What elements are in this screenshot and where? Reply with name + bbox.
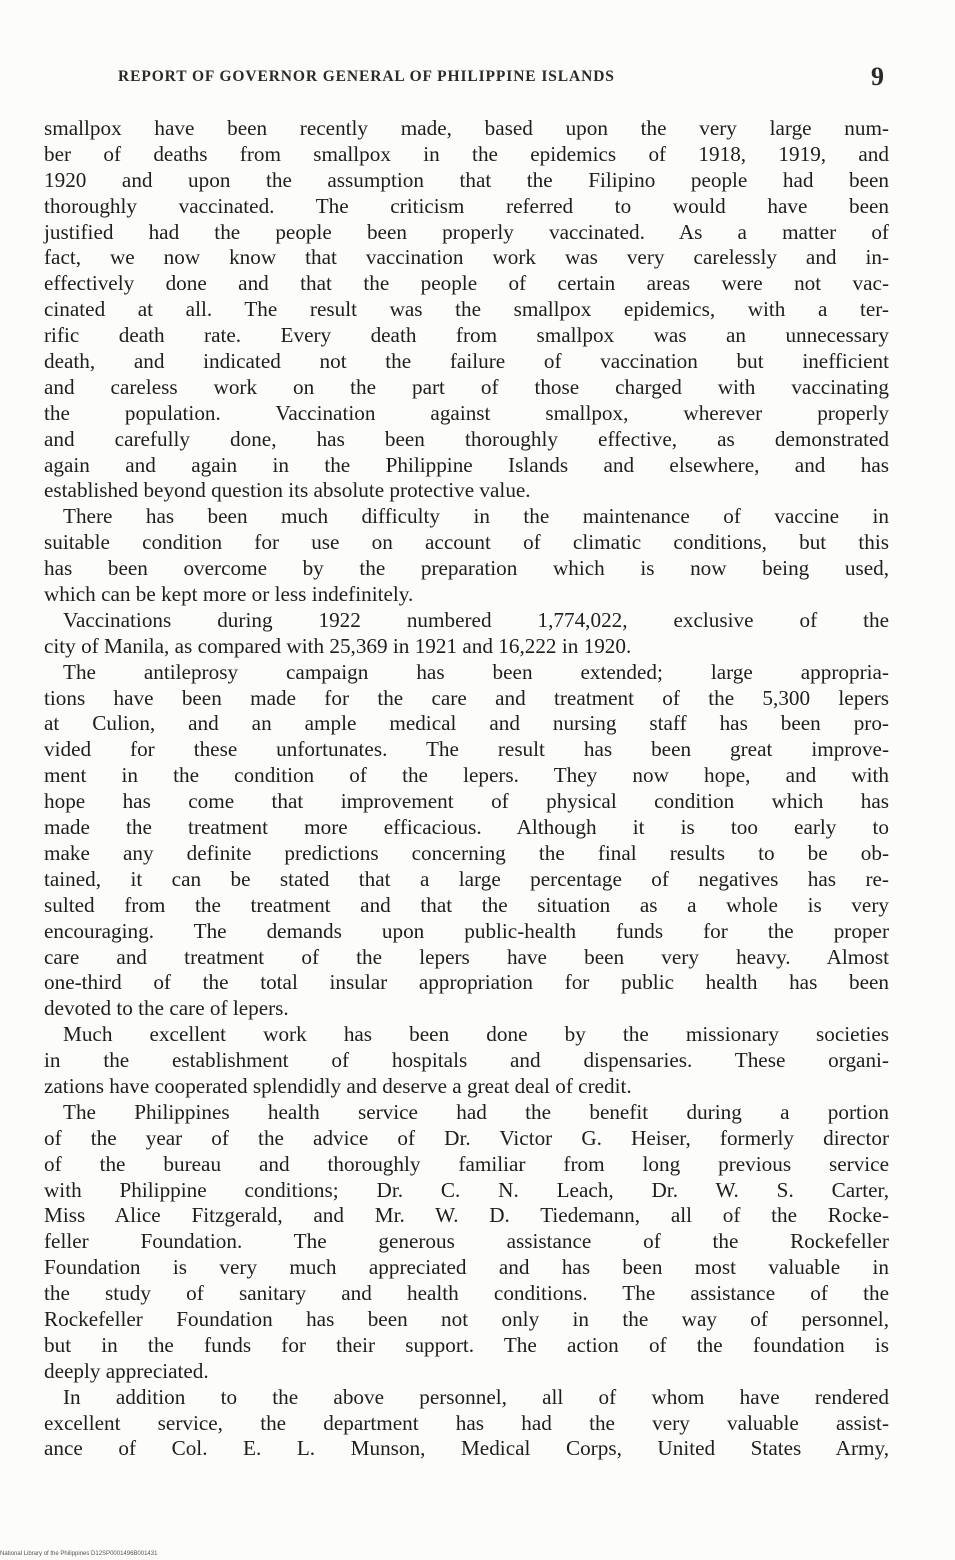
- text-line: ment in the condition of the lepers. They now hope, and with: [44, 763, 889, 788]
- text-line: 1920 and upon the assumption that the Filipino people had been: [44, 167, 889, 192]
- text-line: make any definite predictions concerning the final results to be ob-: [44, 840, 889, 865]
- text-line: Rockefeller Foundation has been not only in the way of personnel,: [44, 1306, 889, 1331]
- text-line: feller Foundation. The generous assistance of the Rockefeller: [44, 1229, 889, 1254]
- text-line: devoted to the care of lepers.: [44, 996, 289, 1021]
- text-line: death, and indicated not the failure of vaccination but inefficient: [44, 349, 889, 374]
- text-line: hope has come that improvement of physical condition which has: [44, 789, 889, 814]
- text-line: with Philippine conditions; Dr. C. N. Leach, Dr. W. S. Carter,: [44, 1177, 889, 1202]
- text-line: cinated at all. The result was the smallpox epidemics, with a ter-: [44, 297, 889, 322]
- text-line: justified had the people been properly vaccinated. As a matter of: [44, 219, 889, 244]
- text-line: which can be kept more or less indefinitely.: [44, 582, 414, 607]
- text-line: the study of sanitary and health conditions. The assistance of the: [44, 1281, 889, 1306]
- text-line: zations have cooperated splendidly and deserve a great deal of credit.: [44, 1073, 632, 1098]
- text-line: vided for these unfortunates. The result has been great improve-: [44, 737, 889, 762]
- text-line: made the treatment more efficacious. Although it is too early to: [44, 815, 889, 840]
- text-line: but in the funds for their support. The action of the foundation is: [44, 1332, 889, 1357]
- text-line: and carefully done, has been thoroughly effective, as demonstrated: [44, 426, 889, 451]
- running-title: REPORT OF GOVERNOR GENERAL OF PHILIPPINE ISLANDS: [118, 68, 615, 85]
- text-line: suitable condition for use on account of climatic conditions, but this: [44, 530, 889, 555]
- text-line: and careless work on the part of those charged with vaccinating: [44, 374, 889, 399]
- text-line: of the bureau and thoroughly familiar from long previous service: [44, 1151, 889, 1176]
- text-line: Miss Alice Fitzgerald, and Mr. W. D. Tiedemann, all of the Rocke-: [44, 1203, 889, 1228]
- body-text: [44, 116, 889, 1462]
- text-line: In addition to the above personnel, all of whom have rendered: [63, 1384, 889, 1409]
- text-line: one-third of the total insular appropriation for public health has been: [44, 970, 889, 995]
- running-head: [118, 64, 890, 94]
- text-line: Vaccinations during 1922 numbered 1,774,022, exclusive of the: [63, 607, 889, 632]
- text-line: encouraging. The demands upon public-health funds for the proper: [44, 918, 889, 943]
- text-line: rific death rate. Every death from smallpox was an unnecessary: [44, 323, 889, 348]
- text-line: Foundation is very much appreciated and has been most valuable in: [44, 1255, 889, 1280]
- text-line: ber of deaths from smallpox in the epidemics of 1918, 1919, and: [44, 141, 889, 166]
- text-line: The Philippines health service had the benefit during a portion: [63, 1099, 889, 1124]
- text-line: established beyond question its absolute protective value.: [44, 478, 531, 503]
- text-line: of the year of the advice of Dr. Victor G. Heiser, formerly director: [44, 1125, 889, 1150]
- text-line: effectively done and that the people of certain areas were not vac-: [44, 271, 889, 296]
- text-line: ance of Col. E. L. Munson, Medical Corps, United States Army,: [44, 1436, 889, 1461]
- text-line: excellent service, the department has had the very valuable assist-: [44, 1410, 889, 1435]
- text-line: in the establishment of hospitals and dispensaries. These organi-: [44, 1048, 889, 1073]
- text-line: The antileprosy campaign has been extended; large appropria-: [63, 659, 889, 684]
- text-line: deeply appreciated.: [44, 1358, 209, 1383]
- text-line: thoroughly vaccinated. The criticism referred to would have been: [44, 193, 889, 218]
- page-number: 9: [871, 62, 884, 91]
- text-line: fact, we now know that vaccination work was very carelessly and in-: [44, 245, 889, 270]
- text-line: care and treatment of the lepers have been very heavy. Almost: [44, 944, 889, 969]
- text-line: tions have been made for the care and treatment of the 5,300 lepers: [44, 685, 889, 710]
- text-line: the population. Vaccination against smallpox, wherever properly: [44, 400, 889, 425]
- footer-credit: National Library of the Philippines D12SP0001496B001431: [0, 1551, 158, 1557]
- text-line: There has been much difficulty in the maintenance of vaccine in: [63, 504, 889, 529]
- text-line: has been overcome by the preparation which is now being used,: [44, 556, 889, 581]
- text-line: sulted from the treatment and that the situation as a whole is very: [44, 892, 889, 917]
- text-line: tained, it can be stated that a large percentage of negatives has re-: [44, 866, 889, 891]
- text-line: at Culion, and an ample medical and nursing staff has been pro-: [44, 711, 889, 736]
- text-line: Much excellent work has been done by the missionary societies: [63, 1022, 889, 1047]
- text-line: city of Manila, as compared with 25,369 in 1921 and 16,222 in 1920.: [44, 633, 632, 658]
- text-line: again and again in the Philippine Islands and elsewhere, and has: [44, 452, 889, 477]
- text-line: smallpox have been recently made, based upon the very large num-: [44, 116, 889, 140]
